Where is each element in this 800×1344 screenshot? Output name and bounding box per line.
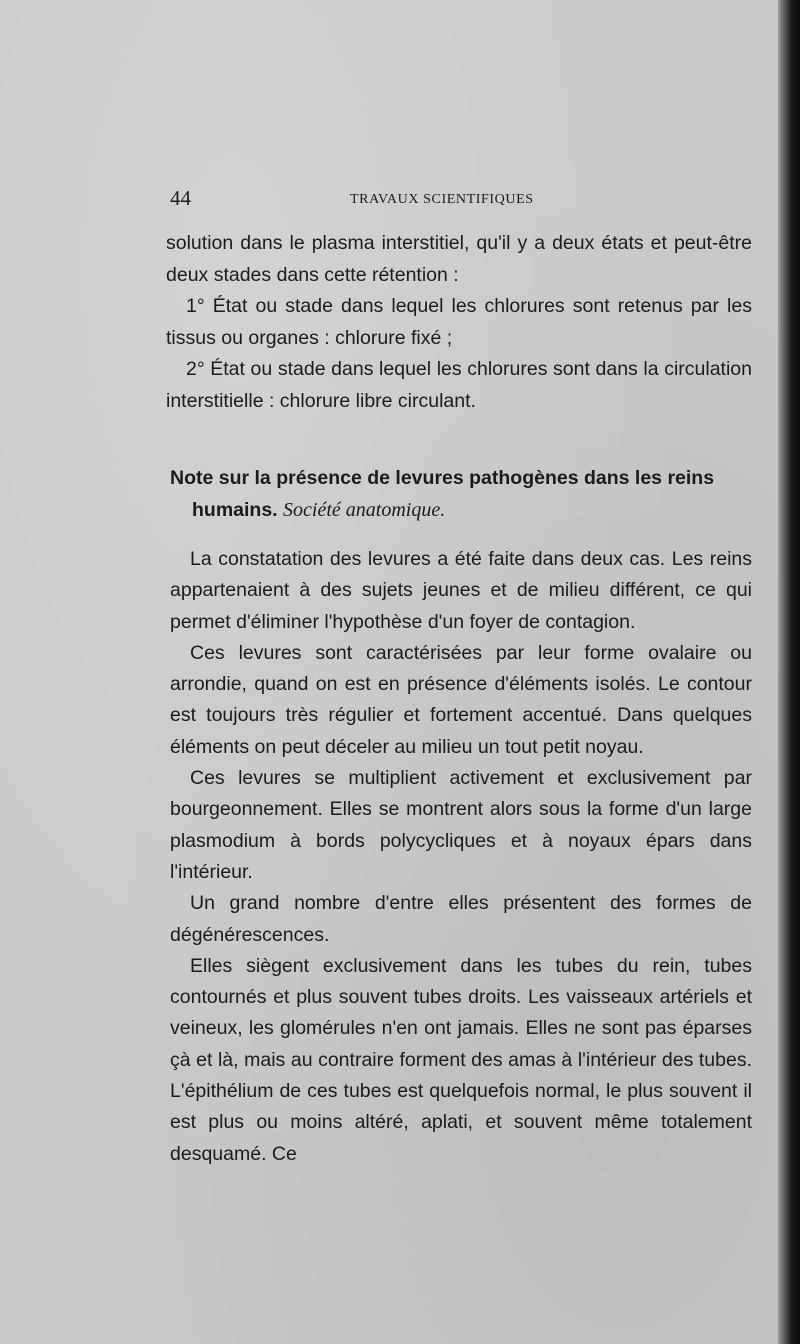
paragraph: La constatation des levures a été faite dans deux cas. Les reins appartenaient à des sujets jeunes et de milieu différent, ce qui permet d'éliminer l'hypothèse d'un foyer de contagion. (170, 548, 752, 633)
note-section (170, 462, 752, 1170)
continuation-text (166, 228, 752, 417)
list-item-circulating-chloride: 2° État ou stade dans lequel les chlorures sont dans la circulation interstitielle : chlorure libre circulant. (166, 358, 752, 412)
section-heading (170, 462, 752, 526)
paragraph: Ces levures sont caractérisées par leur forme ovalaire ou arrondie, quand on est en présence d'éléments isolés. Le contour est toujours très régulier et fortement accentué. Dans quelques éléments on peut déceler au milieu un tout petit noyau. (170, 641, 752, 758)
page-number: 44 (170, 186, 191, 210)
list-item-fixed-chloride: 1° État ou stade dans lequel les chlorures sont retenus par les tissus ou organes : chlorure fixé ; (166, 295, 752, 349)
section-source: Société anatomique. (283, 499, 446, 521)
paragraph: Un grand nombre d'entre elles présentent des formes de dégénérescences. (170, 892, 752, 946)
page-edge-shadow (778, 0, 800, 1344)
running-title: TRAVAUX SCIENTIFIQUES (350, 192, 534, 207)
section-body (170, 544, 752, 1170)
paragraph: Elles siègent exclusivement dans les tubes du rein, tubes contournés et plus souvent tubes droits. Les vaisseaux artériels et veineux, les glomérules n'en ont jamais. Elles ne sont pas éparses çà et là, mais au contraire forment des amas à l'intérieur des tubes. L'épithélium de ces tubes est quelquefois normal, le plus souvent il est plus ou moins altéré, aplati, et souvent même totalement desquamé. Ce (170, 954, 752, 1165)
page-header (170, 186, 742, 216)
continuation-paragraph: solution dans le plasma interstitiel, qu'il y a deux états et peut-être deux stades dans cette rétention : (166, 232, 752, 286)
section-title: Note sur la présence de levures pathogènes dans les reins humains. (170, 467, 715, 521)
paragraph: Ces levures se multiplient activement et exclusivement par bourgeonnement. Elles se montrent alors sous la forme d'un large plasmodium à bords polycycliques et à noyaux épars dans l'intérieur. (170, 767, 752, 883)
